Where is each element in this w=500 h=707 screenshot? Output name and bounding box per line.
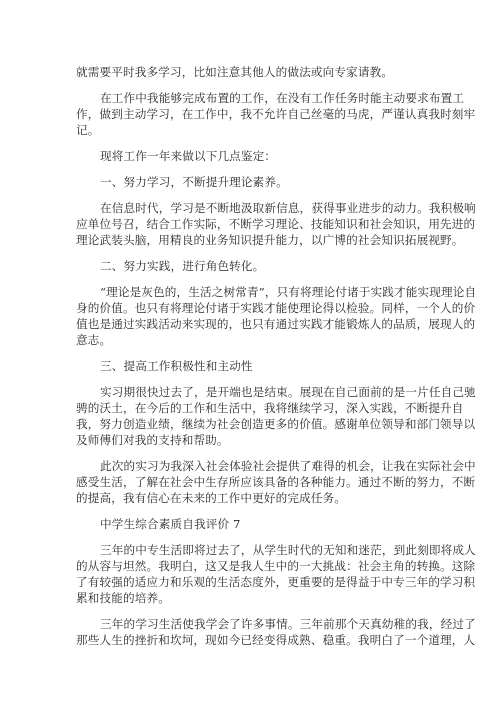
text-line: 身的价值。也只有将理论付诸于实践才能使理论得以检验。同样，一个人的价 <box>76 301 476 315</box>
text-line: 在工作中我能够完成布置的工作，在没有工作任务时能主动要求布置工 <box>100 91 465 105</box>
text-line: 实习期很快过去了，是开端也是结束。展现在自己面前的是一片任自己驰 <box>100 385 476 399</box>
text-line: 此次的实习为我深入社会体验社会提供了难得的机会，让我在实际社会中 <box>100 459 476 473</box>
text-line: 应单位号召，结合工作实际，不断学习理论、技能知识和社会知识，用先进的 <box>76 217 476 231</box>
text-line: 记。 <box>76 123 100 137</box>
text-line: 理论武装头脑，用精良的业务知识提升能力，以广博的社会知识拓展视野。 <box>76 233 464 247</box>
text-line: 值也是通过实践活动来实现的，也只有通过实践才能锻炼人的品质，展现人的 <box>76 317 476 331</box>
text-line: 感受生活，了解在社会中生存所应该具备的各种能力。通过不断的努力，不断 <box>76 475 476 489</box>
text-line: 作，做到主动学习，在工作中，我不允许自己丝毫的马虎，严谨认真我时刻牢 <box>76 107 476 121</box>
text-line: 及师傅们对我的支持和帮助。 <box>76 433 229 447</box>
text-line: 中学生综合素质自我评价 7 <box>100 517 241 531</box>
text-line: 在信息时代，学习是不断地汲取新信息，获得事业进步的动力。我积极响 <box>100 201 476 215</box>
text-line: 一、努力学习，不断提升理论素养。 <box>100 175 288 189</box>
text-line: 了有较强的适应力和乐观的生活态度外，更重要的是得益于中专三年的学习积 <box>76 575 476 589</box>
text-line: 的提高，我有信心在未来的工作中更好的完成任务。 <box>76 491 347 505</box>
text-line: 三、提高工作积极性和主动性 <box>100 359 253 373</box>
text-line: “理论是灰色的，生活之树常青”，只有将理论付诸于实践才能实现理论自 <box>100 285 477 299</box>
text-line: 意志。 <box>76 333 112 347</box>
text-line: 现将工作一年来做以下几点鉴定： <box>100 149 277 163</box>
text-line: 累和技能的培养。 <box>76 591 170 605</box>
text-line: 那些人生的挫折和坎坷，现如今已经变得成熟、稳重。我明白了一个道理，人 <box>76 633 476 647</box>
text-line: 骋的沃土，在今后的工作和生活中，我将继续学习，深入实践，不断提升自 <box>76 401 464 415</box>
text-line: 三年的中专生活即将过去了，从学生时代的无知和迷茫，到此刻即将成人 <box>100 543 476 557</box>
text-line: 就需要平时我多学习，比如注意其他人的做法或向专家请教。 <box>76 65 394 79</box>
text-line: 三年的学习生活使我学会了许多事情。三年前那个天真幼稚的我，经过了 <box>100 617 476 631</box>
text-line: 二、努力实践，进行角色转化。 <box>100 259 265 273</box>
text-line: 的从容与坦然。我明白，这又是我人生中的一大挑战：社会主角的转换。这除 <box>76 559 476 573</box>
text-line: 我，努力创造业绩，继续为社会创造更多的价值。感谢单位领导和部门领导以 <box>76 417 476 431</box>
